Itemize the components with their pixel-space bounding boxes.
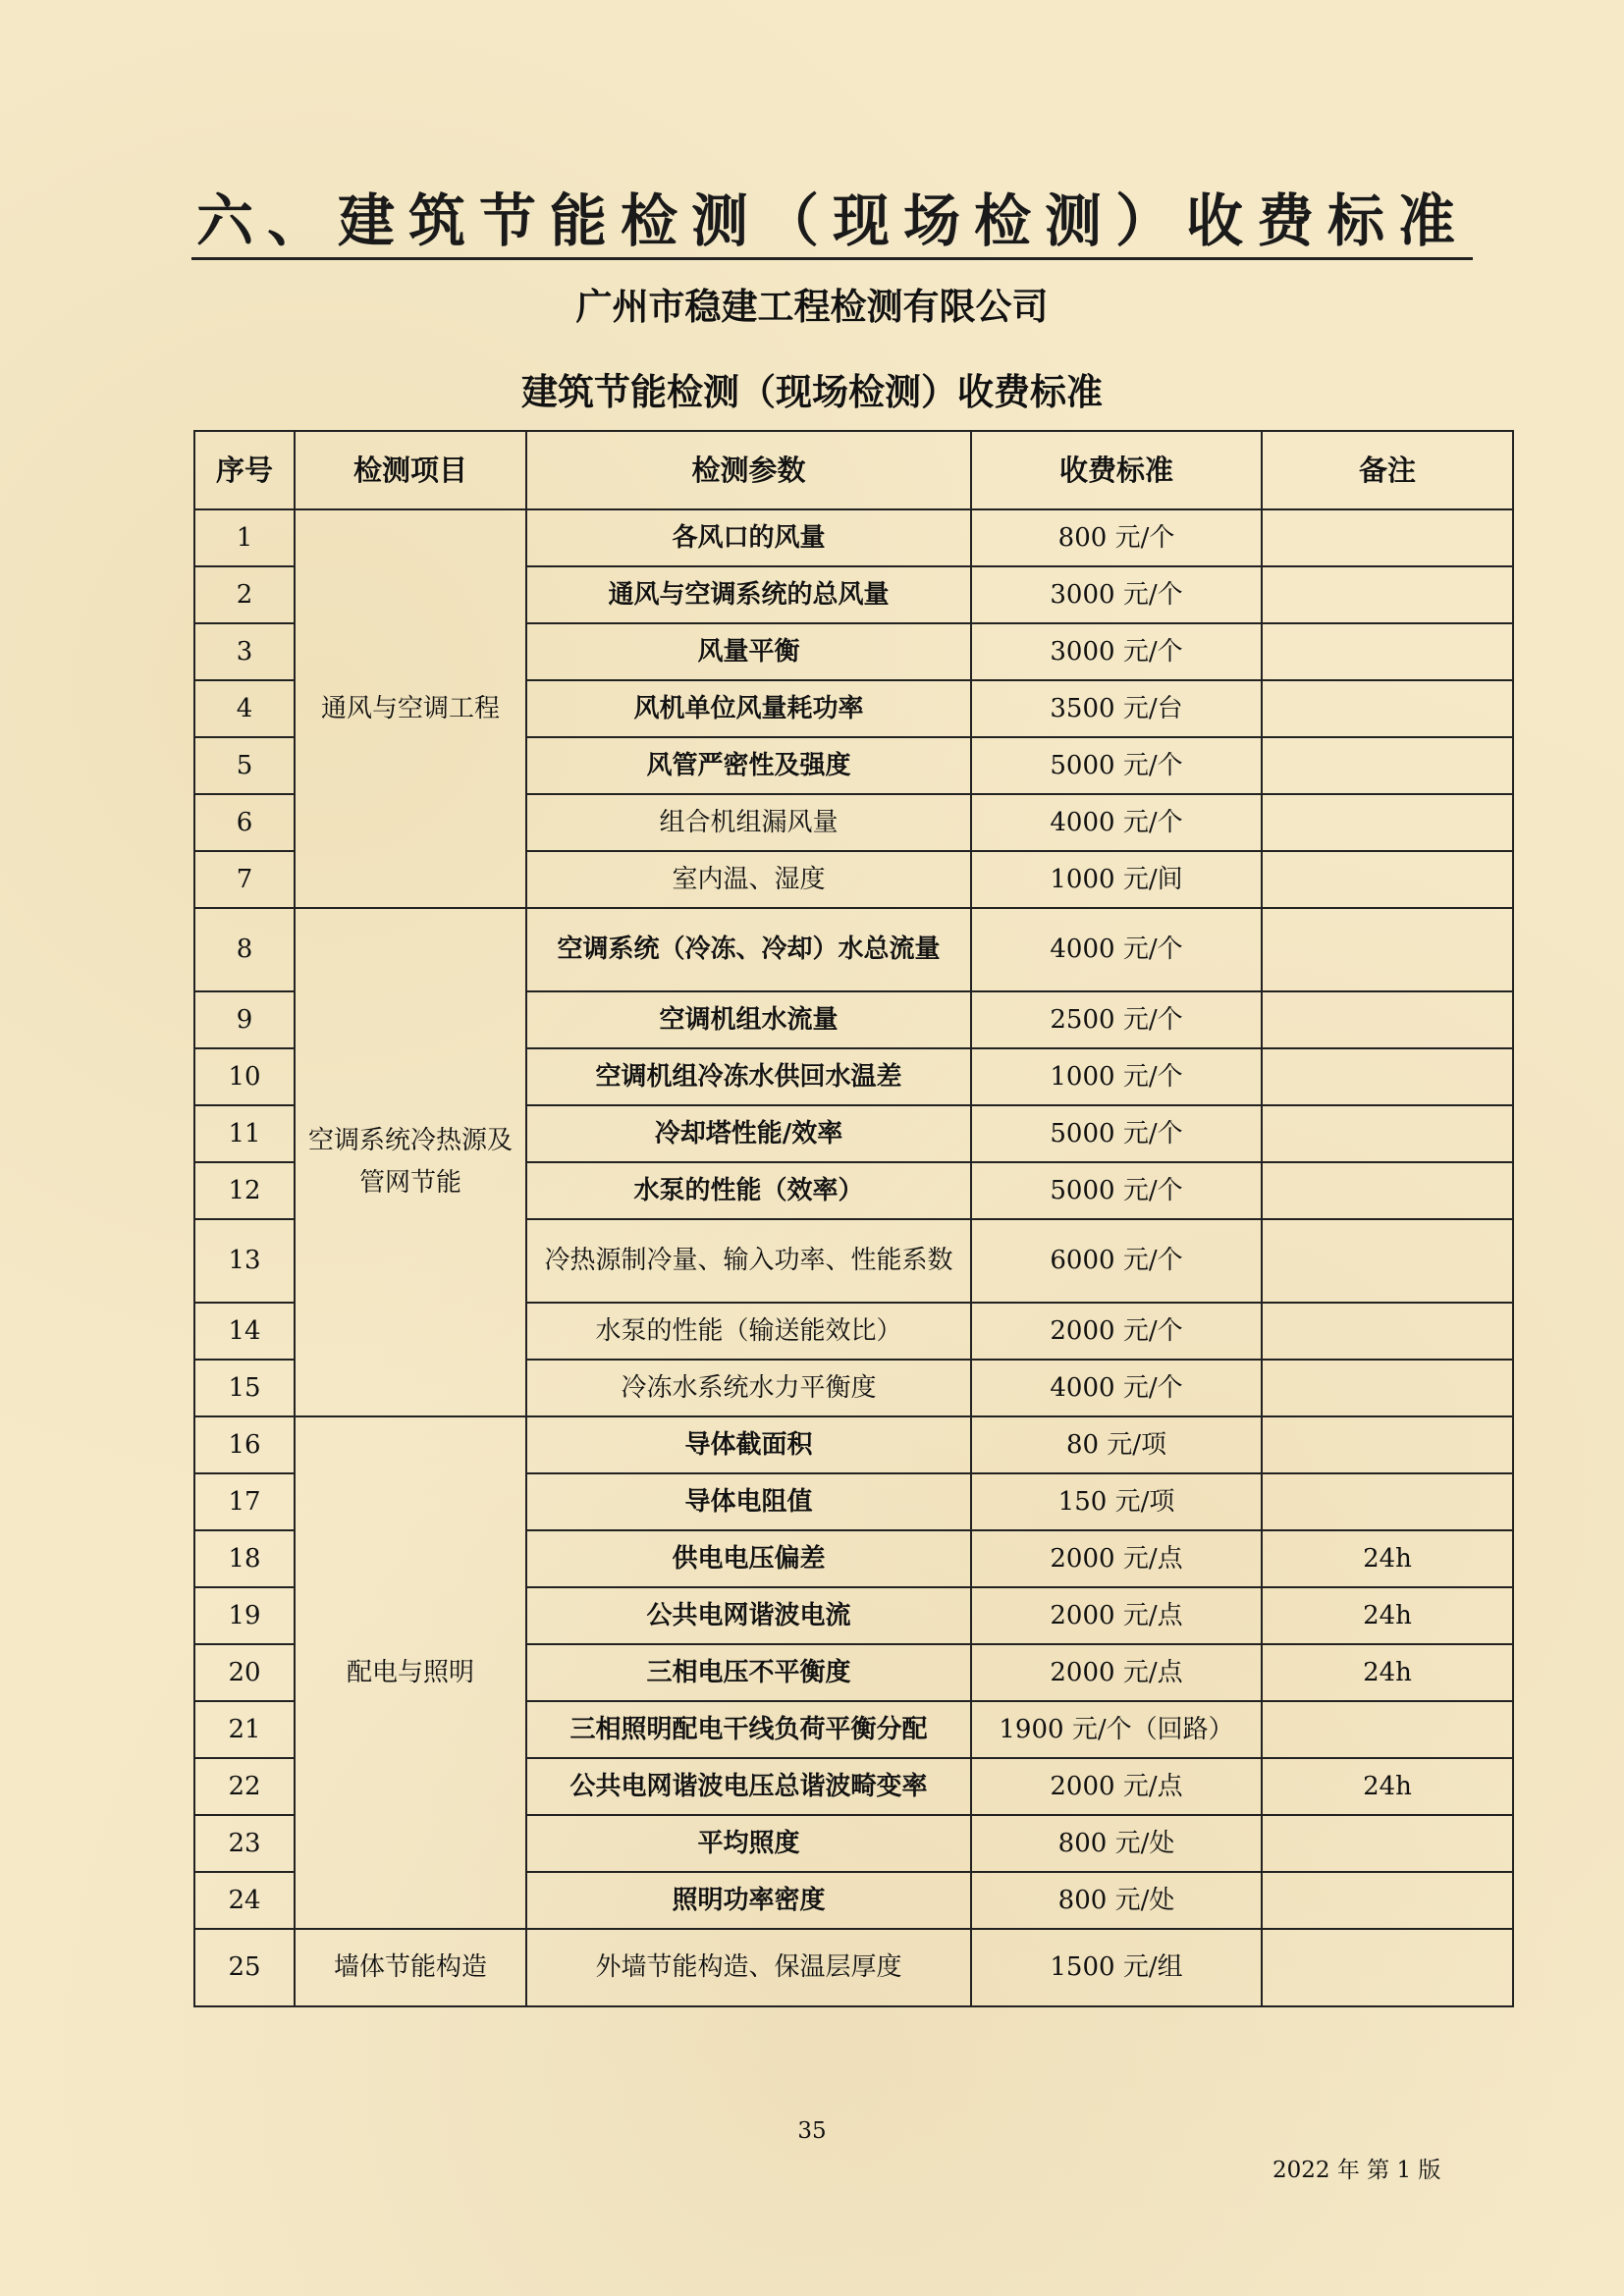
param-cell: 三相照明配电干线负荷平衡分配	[526, 1701, 971, 1758]
header-item: 检测项目	[295, 431, 526, 509]
row-number: 4	[194, 680, 295, 737]
row-number: 16	[194, 1416, 295, 1473]
company-name: 广州市稳建工程检测有限公司	[575, 286, 1049, 328]
category-cell: 墙体节能构造	[295, 1929, 526, 2006]
fee-cell: 1000 元/个	[971, 1048, 1262, 1105]
row-number: 9	[194, 991, 295, 1048]
row-number: 17	[194, 1473, 295, 1530]
param-cell: 风管严密性及强度	[526, 737, 971, 794]
row-number: 3	[194, 623, 295, 680]
page-number: 35	[797, 2118, 827, 2144]
row-number: 18	[194, 1530, 295, 1587]
param-cell: 风机单位风量耗功率	[526, 680, 971, 737]
header-no: 序号	[194, 431, 295, 509]
category-cell: 配电与照明	[295, 1416, 526, 1929]
fee-cell: 80 元/项	[971, 1416, 1262, 1473]
row-number: 1	[194, 509, 295, 566]
note-cell: 24h	[1262, 1758, 1513, 1815]
row-number: 6	[194, 794, 295, 851]
row-number: 25	[194, 1929, 295, 2006]
note-cell: 24h	[1262, 1530, 1513, 1587]
fee-cell: 2000 元/点	[971, 1644, 1262, 1701]
param-cell: 照明功率密度	[526, 1872, 971, 1929]
fee-cell: 5000 元/个	[971, 737, 1262, 794]
note-cell	[1262, 1360, 1513, 1416]
note-cell	[1262, 1048, 1513, 1105]
row-number: 21	[194, 1701, 295, 1758]
param-cell: 空调系统（冷冻、冷却）水总流量	[526, 908, 971, 991]
fee-cell: 4000 元/个	[971, 794, 1262, 851]
fee-cell: 1900 元/个（回路）	[971, 1701, 1262, 1758]
table-row	[194, 509, 1513, 566]
param-cell: 通风与空调系统的总风量	[526, 566, 971, 623]
fee-cell: 1500 元/组	[971, 1929, 1262, 2006]
table-row	[194, 908, 1513, 991]
note-cell	[1262, 1303, 1513, 1360]
param-cell: 平均照度	[526, 1815, 971, 1872]
row-number: 24	[194, 1872, 295, 1929]
table-row	[194, 1929, 1513, 2006]
param-cell: 冷冻水系统水力平衡度	[526, 1360, 971, 1416]
param-cell: 水泵的性能（输送能效比）	[526, 1303, 971, 1360]
title-rule	[191, 257, 1473, 260]
note-cell	[1262, 991, 1513, 1048]
fee-cell: 1000 元/间	[971, 851, 1262, 908]
category-cell: 空调系统冷热源及管网节能	[295, 908, 526, 1416]
row-number: 20	[194, 1644, 295, 1701]
edition-label: 2022 年 第 1 版	[1272, 2158, 1441, 2183]
note-cell	[1262, 680, 1513, 737]
note-cell	[1262, 623, 1513, 680]
fee-cell: 3000 元/个	[971, 623, 1262, 680]
note-cell: 24h	[1262, 1587, 1513, 1644]
note-cell	[1262, 1416, 1513, 1473]
fee-cell: 5000 元/个	[971, 1162, 1262, 1219]
fee-cell: 3500 元/台	[971, 680, 1262, 737]
note-cell	[1262, 1815, 1513, 1872]
param-cell: 空调机组冷冻水供回水温差	[526, 1048, 971, 1105]
note-cell	[1262, 1473, 1513, 1530]
param-cell: 导体截面积	[526, 1416, 971, 1473]
header-fee: 收费标准	[971, 431, 1262, 509]
header-note: 备注	[1262, 431, 1513, 509]
fee-cell: 800 元/处	[971, 1872, 1262, 1929]
param-cell: 三相电压不平衡度	[526, 1644, 971, 1701]
fee-cell: 800 元/处	[971, 1815, 1262, 1872]
param-cell: 组合机组漏风量	[526, 794, 971, 851]
row-number: 2	[194, 566, 295, 623]
note-cell	[1262, 794, 1513, 851]
row-number: 7	[194, 851, 295, 908]
fee-cell: 2000 元/点	[971, 1530, 1262, 1587]
fee-cell: 4000 元/个	[971, 908, 1262, 991]
param-cell: 导体电阻值	[526, 1473, 971, 1530]
row-number: 13	[194, 1219, 295, 1303]
param-cell: 冷却塔性能/效率	[526, 1105, 971, 1162]
param-cell: 空调机组水流量	[526, 991, 971, 1048]
param-cell: 冷热源制冷量、输入功率、性能系数	[526, 1219, 971, 1303]
fee-cell: 2000 元/个	[971, 1303, 1262, 1360]
note-cell	[1262, 509, 1513, 566]
fee-cell: 5000 元/个	[971, 1105, 1262, 1162]
fee-cell: 4000 元/个	[971, 1360, 1262, 1416]
row-number: 10	[194, 1048, 295, 1105]
note-cell	[1262, 908, 1513, 991]
fee-cell: 6000 元/个	[971, 1219, 1262, 1303]
param-cell: 外墙节能构造、保温层厚度	[526, 1929, 971, 2006]
note-cell	[1262, 1105, 1513, 1162]
row-number: 5	[194, 737, 295, 794]
section-title: 六、建筑节能检测（现场检测）收费标准	[196, 187, 1470, 254]
note-cell	[1262, 566, 1513, 623]
row-number: 12	[194, 1162, 295, 1219]
note-cell	[1262, 851, 1513, 908]
note-cell: 24h	[1262, 1644, 1513, 1701]
param-cell: 风量平衡	[526, 623, 971, 680]
row-number: 19	[194, 1587, 295, 1644]
fee-cell: 2000 元/点	[971, 1758, 1262, 1815]
category-cell: 通风与空调工程	[295, 509, 526, 908]
note-cell	[1262, 1929, 1513, 2006]
param-cell: 公共电网谐波电压总谐波畸变率	[526, 1758, 971, 1815]
row-number: 14	[194, 1303, 295, 1360]
fee-cell: 2500 元/个	[971, 991, 1262, 1048]
table-header-row	[194, 431, 1513, 509]
row-number: 8	[194, 908, 295, 991]
param-cell: 各风口的风量	[526, 509, 971, 566]
param-cell: 公共电网谐波电流	[526, 1587, 971, 1644]
param-cell: 水泵的性能（效率）	[526, 1162, 971, 1219]
table-row	[194, 1416, 1513, 1473]
note-cell	[1262, 1701, 1513, 1758]
fee-table	[193, 430, 1514, 2007]
fee-cell: 150 元/项	[971, 1473, 1262, 1530]
document-title: 建筑节能检测（现场检测）收费标准	[521, 371, 1103, 413]
fee-cell: 800 元/个	[971, 509, 1262, 566]
row-number: 22	[194, 1758, 295, 1815]
header-param: 检测参数	[526, 431, 971, 509]
param-cell: 供电电压偏差	[526, 1530, 971, 1587]
row-number: 15	[194, 1360, 295, 1416]
note-cell	[1262, 1872, 1513, 1929]
row-number: 23	[194, 1815, 295, 1872]
fee-cell: 3000 元/个	[971, 566, 1262, 623]
note-cell	[1262, 737, 1513, 794]
note-cell	[1262, 1219, 1513, 1303]
note-cell	[1262, 1162, 1513, 1219]
param-cell: 室内温、湿度	[526, 851, 971, 908]
row-number: 11	[194, 1105, 295, 1162]
fee-cell: 2000 元/点	[971, 1587, 1262, 1644]
